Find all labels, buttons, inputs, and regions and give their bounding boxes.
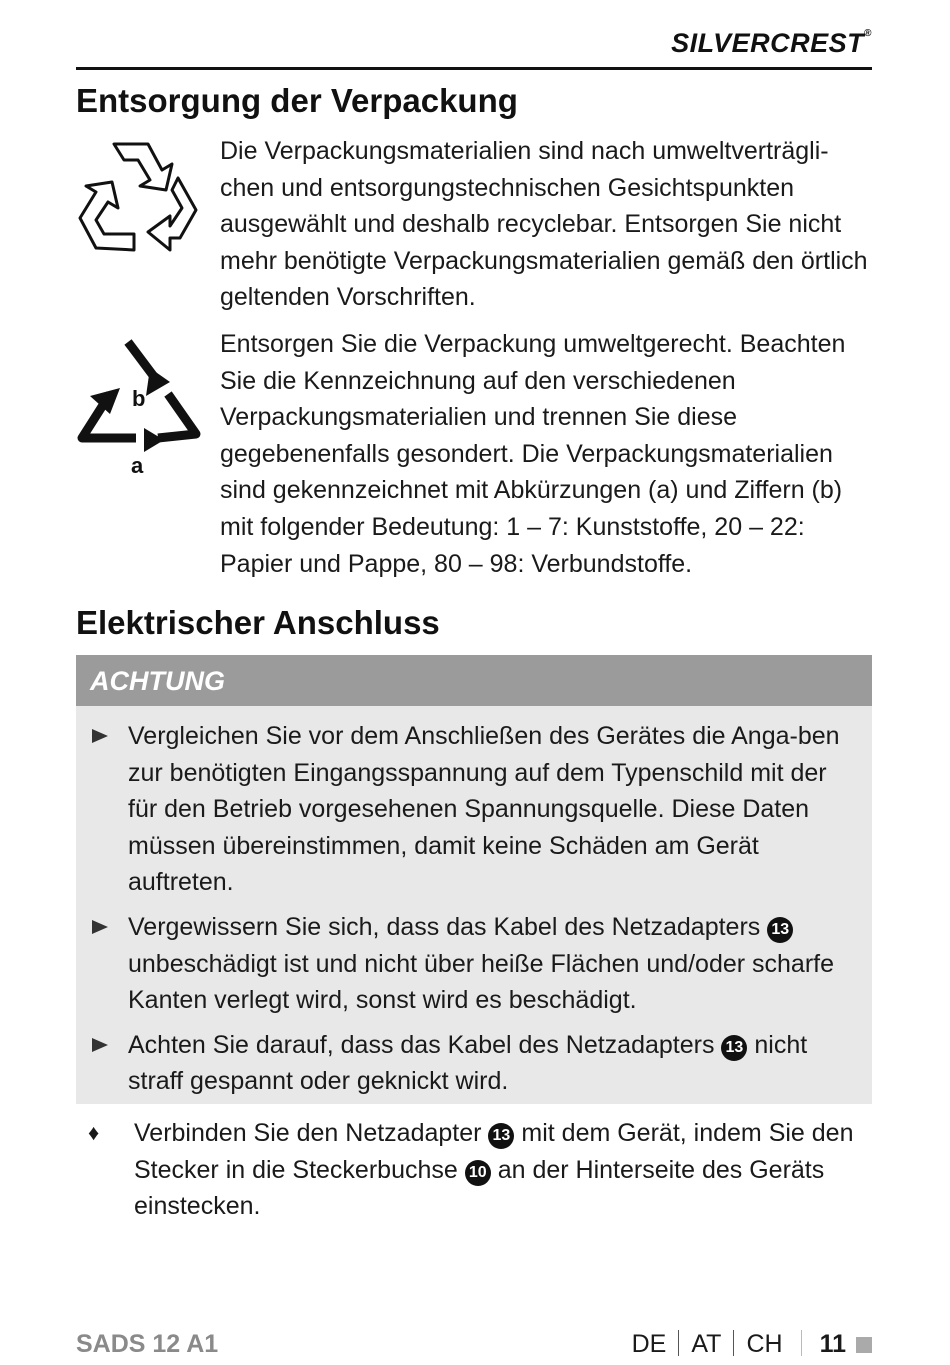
page-marker-square	[856, 1337, 872, 1353]
resin-code-a: a	[131, 453, 144, 478]
ref-number-10: 10	[465, 1160, 491, 1186]
warning-item: Vergleichen Sie vor dem Anschließen des Gerätes die Anga-ben zur benötigten Eingangsspannung auf dem Typenschild mit der für den Betrieb vorgesehenen Spannungsquelle. Diese Daten müssen übereinstimmen, damit keine Schäden am Gerät auftreten.	[76, 718, 872, 901]
packaging-paragraph-2: Entsorgen Sie die Verpackung umweltgerecht. Beachten Sie die Kennzeichnung auf den verschiedenen Verpackungsmaterialien und trennen Sie diese gegebenenfalls gesondert. Die Verpackungsmaterialien sind gekennzeichnet mit Abkürzungen (a) und Ziffern (b) mit folgender Bedeutung: 1 – 7: Kunststoffe, 20 – 22: Papier und Pappe, 80 – 98: Verbundstoffe.	[220, 330, 846, 578]
warning-title: ACHTUNG	[76, 655, 872, 706]
resin-code-icon	[74, 332, 204, 480]
warning-box	[76, 655, 872, 1104]
warning-item: Vergewissern Sie sich, dass das Kabel des Netzadapters 13 unbeschädigt ist und nicht über heiße Flächen und/oder scharfe Kanten verlegt wird, sonst wird es beschädigt.	[76, 909, 872, 1019]
section-title-packaging: Entsorgung der Verpackung	[76, 82, 518, 119]
recycling-icon	[74, 138, 202, 256]
ref-number-13: 13	[488, 1123, 514, 1149]
header-rule	[76, 67, 872, 70]
packaging-paragraph-1: Die Verpackungsmaterialien sind nach umweltverträgli-chen und entsorgungstechnischen Gesichtspunkten ausgewählt und deshalb recyclebar. Entsorgen Sie nicht mehr benötigte Verpackungsmaterialien gemäß den örtlich geltenden Vorschriften.	[220, 137, 868, 312]
page-footer	[76, 1330, 872, 1364]
lang-de: DE	[631, 1330, 667, 1358]
page-number: 11	[819, 1330, 846, 1358]
arrow-bullet-icon	[92, 729, 108, 743]
instruction-step: ♦ Verbinden Sie den Netzadapter 13 mit dem Gerät, indem Sie den Stecker in die Steckerbuchse 10 an der Hinterseite des Geräts einstecken.	[76, 1115, 872, 1225]
warning-item: Achten Sie darauf, dass das Kabel des Netzadapters 13 nicht straff gespannt oder geknickt wird.	[76, 1027, 872, 1100]
section-title-electrical: Elektrischer Anschluss	[76, 604, 440, 641]
arrow-bullet-icon	[92, 920, 108, 934]
ref-number-13: 13	[767, 917, 793, 943]
diamond-bullet-icon: ♦	[88, 1120, 100, 1145]
lang-at: AT	[691, 1330, 722, 1358]
model-number: SADS 12 A1	[76, 1330, 219, 1358]
resin-code-b: b	[132, 386, 146, 411]
ref-number-13: 13	[721, 1035, 747, 1061]
arrow-bullet-icon	[92, 1038, 108, 1052]
brand-logo: SILVERCREST®	[671, 28, 872, 58]
lang-ch: CH	[746, 1330, 783, 1358]
